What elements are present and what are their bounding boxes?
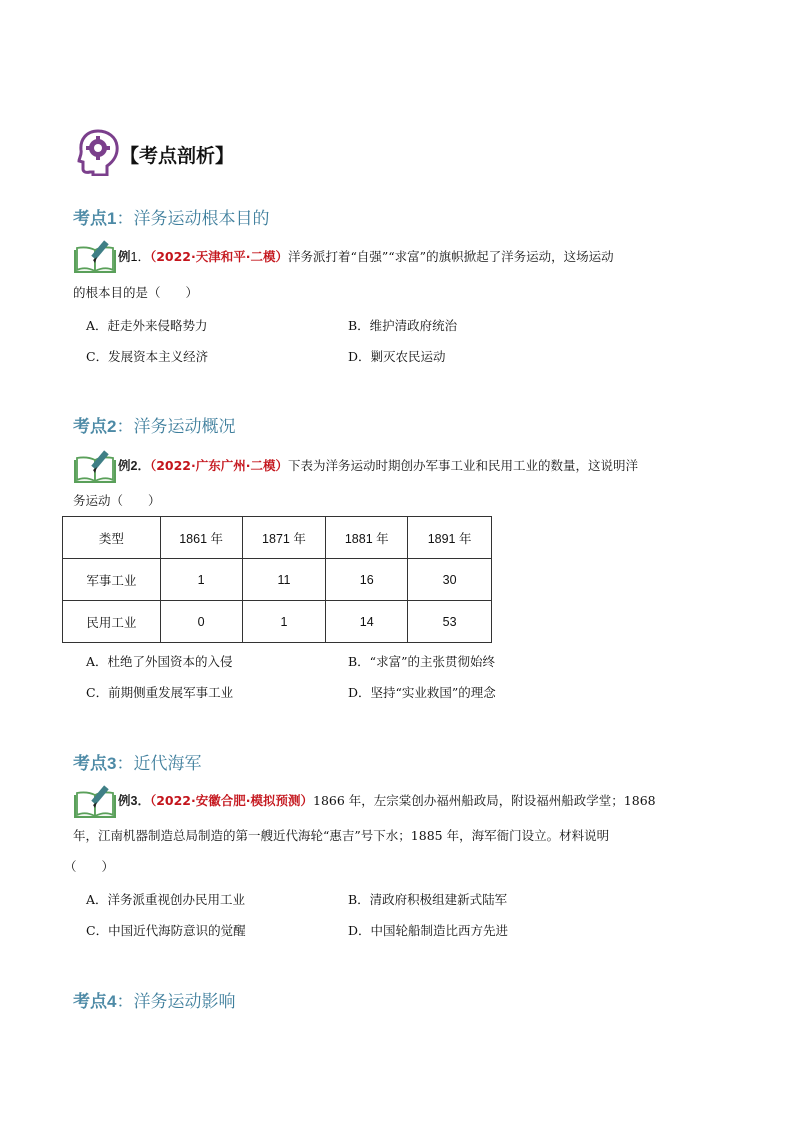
section-topic: ：近代海军 [116,754,202,774]
example-number: 2． [130,459,150,473]
section-title [73,749,201,774]
example-1-line-2: 的根本目的是（ ） [73,285,199,300]
industry-table [62,516,492,643]
example-2-line-1 [118,457,638,475]
table-cell: 53 [408,601,492,643]
section-title [73,204,269,229]
table-cell: 1 [242,601,326,643]
book-pen-icon [73,238,117,274]
example-source: （2022·广东广州·二模） [149,458,289,473]
table-cell: 30 [408,559,492,601]
table-cell: 16 [326,559,408,601]
table-cell: 11 [242,559,326,601]
option-c: C．前期侧重发展军事工业 [86,685,234,700]
section-number: 2 [107,417,117,436]
section-topic: ：洋务运动影响 [116,992,236,1012]
section-prefix: 考点 [73,417,107,437]
example-2-line-2: 务运动（ ） [73,493,161,508]
section-topic: ：洋务运动概况 [116,417,236,437]
option-a: A．赶走外来侵略势力 [86,318,208,333]
table-cell: 14 [326,601,408,643]
section-number: 4 [107,992,117,1011]
option-b: B．维护清政府统治 [348,318,458,333]
table-row [63,559,492,601]
table-cell: 军事工业 [63,559,161,601]
example-stem: 洋务派打着“自强”“求富”的旗帜掀起了洋务运动，这场运动 [288,249,614,264]
table-cell: 1 [160,559,242,601]
table-row [63,601,492,643]
brain-gear-icon [76,128,122,176]
book-pen-icon [73,783,117,819]
section-title [73,987,235,1012]
example-3-line-1 [118,792,656,810]
section-number: 3 [107,754,117,773]
example-label: 例 [118,249,131,264]
option-d: D．坚持“实业救国”的理念 [348,685,496,700]
table-header-row [63,517,492,559]
table-header-cell: 1871 年 [242,517,326,559]
example-1-line-1 [118,248,614,266]
example-number: 3． [130,794,150,808]
option-c: C．发展资本主义经济 [86,349,209,364]
book-pen-icon [73,448,117,484]
table-cell: 0 [160,601,242,643]
page-title: 【考点剖析】 [120,145,235,167]
table-header-cell: 类型 [63,517,161,559]
table-header-cell: 1891 年 [408,517,492,559]
section-title [73,412,235,437]
example-stem: 下表为洋务运动时期创办军事工业和民用工业的数量，这说明洋 [288,458,639,473]
header [76,128,376,178]
example-stem: 1866 年，左宗棠创办福州船政局，附设福州船政学堂；1868 [313,793,656,808]
table-header-cell: 1861 年 [160,517,242,559]
table-cell: 民用工业 [63,601,161,643]
table-header-cell: 1881 年 [326,517,408,559]
option-d: D．中国轮船制造比西方先进 [348,923,509,938]
option-a: A．杜绝了外国资本的入侵 [86,654,233,669]
option-b: B．清政府积极组建新式陆军 [348,892,508,907]
section-prefix: 考点 [73,754,107,774]
section-prefix: 考点 [73,992,107,1012]
section-number: 1 [107,209,117,228]
example-source: （2022·安徽合肥·模拟预测） [149,793,314,808]
option-b: B．“求富”的主张贯彻始终 [348,654,495,669]
section-topic: ：洋务运动根本目的 [116,209,270,229]
example-3-line-3: （ ） [64,859,115,874]
option-d: D．剿灭农民运动 [348,349,446,364]
example-source: （2022·天津和平·二模） [149,249,289,264]
option-a: A．洋务派重视创办民用工业 [86,892,246,907]
section-prefix: 考点 [73,209,107,229]
example-label: 例 [118,458,131,473]
example-3-line-2: 年，江南机器制造总局制造的第一艘近代海轮“惠吉”号下水；1885 年，海军衙门设立。材料说明 [73,828,610,843]
option-c: C．中国近代海防意识的觉醒 [86,923,246,938]
example-label: 例 [118,793,131,808]
example-number: 1． [130,250,150,264]
